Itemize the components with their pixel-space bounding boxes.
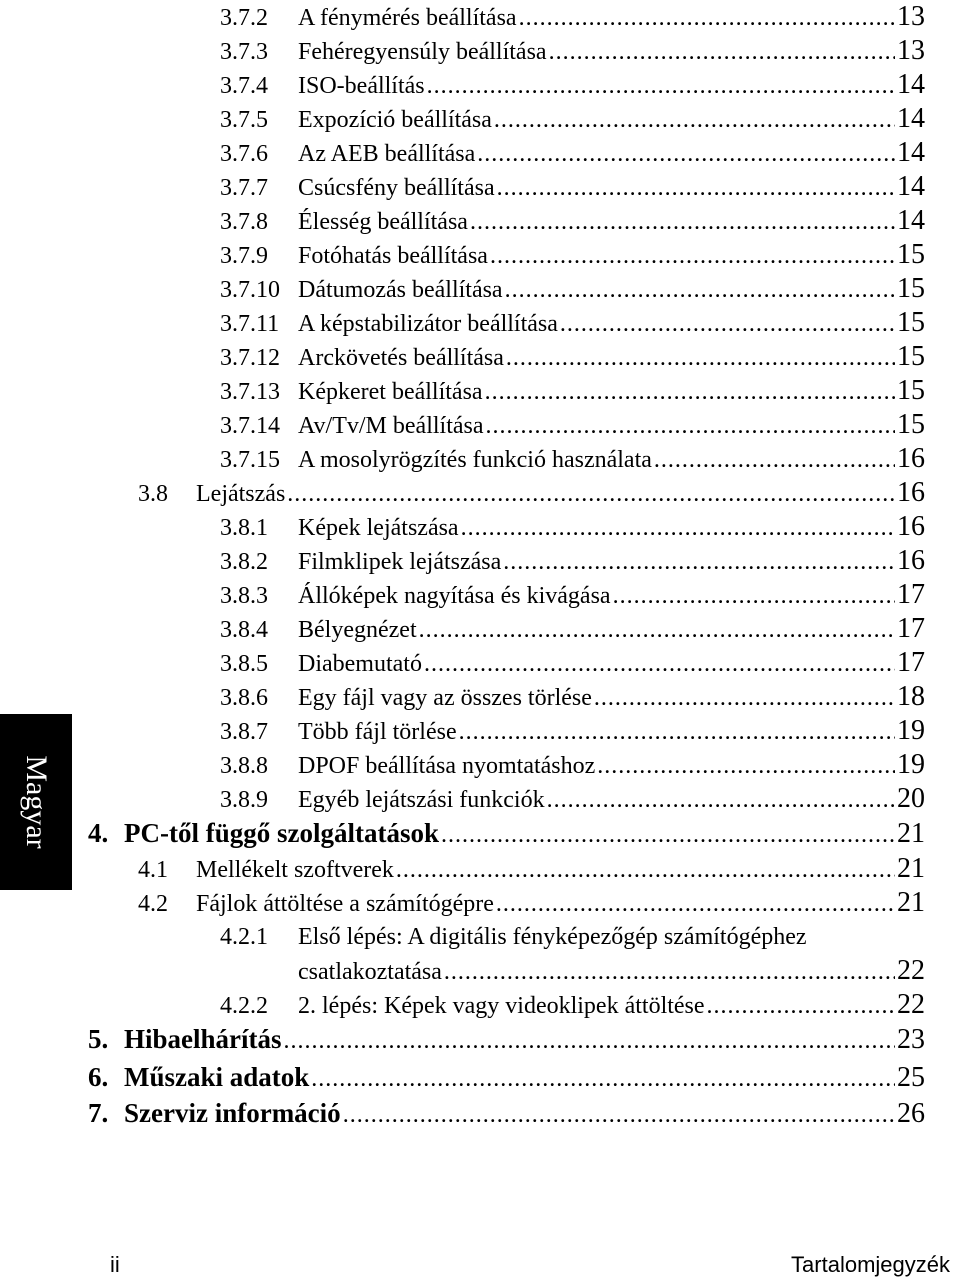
toc-entry[interactable]: csatlakoztatása ..... 22	[220, 956, 925, 987]
toc-entry[interactable]: 3.8.9 Egyéb lejátszási funkciók ..... 20	[220, 784, 925, 815]
language-label: Magyar	[20, 755, 53, 849]
toc-entry[interactable]: 4.1 Mellékelt szoftverek ..... 21	[138, 854, 925, 885]
toc-entry[interactable]: 3.8.1 Képek lejátszása ..... 16	[220, 512, 925, 543]
page-number: ii	[110, 1252, 120, 1277]
toc-entry[interactable]: 3.8.7 Több fájl törlése ..... 19	[220, 716, 925, 747]
toc-entry[interactable]: 3.7.3 Fehéregyensúly beállítása ..... 13	[220, 36, 925, 67]
toc-entry[interactable]: 3.8.2 Filmklipek lejátszása ..... 16	[220, 546, 925, 577]
toc-entry-line[interactable]: 4.2.1 Első lépés: A digitális fényképezőgép számítógéphez	[220, 924, 807, 950]
toc-entry[interactable]: 3.7.15 A mosolyrögzítés funkció használata ..... 16	[220, 444, 925, 475]
section-title-footer: Tartalomjegyzék	[791, 1252, 950, 1277]
toc-entry[interactable]: 3.7.14 Av/Tv/M beállítása ..... 15	[220, 410, 925, 441]
toc-entry[interactable]: 3.7.12 Arckövetés beállítása ..... 15	[220, 342, 925, 373]
toc-entry[interactable]: 3.8.6 Egy fájl vagy az összes törlése ..... 18	[220, 682, 925, 713]
toc-entry[interactable]: 3.8.3 Állóképek nagyítása és kivágása ..... 17	[220, 580, 925, 611]
toc-entry[interactable]: 4.2 Fájlok áttöltése a számítógépre ..... 21	[138, 888, 925, 919]
toc-entry[interactable]: 3.8.4 Bélyegnézet ..... 17	[220, 614, 925, 645]
toc-entry[interactable]: 5. Hibaelhárítás ..... 23	[88, 1024, 925, 1056]
toc-entry[interactable]: 3.8 Lejátszás ..... 16	[138, 478, 925, 509]
toc-entry[interactable]: 3.7.9 Fotóhatás beállítása ..... 15	[220, 240, 925, 271]
toc-entry[interactable]: 3.7.10 Dátumozás beállítása ..... 15	[220, 274, 925, 305]
toc-entry[interactable]: 7. Szerviz információ ..... 26	[88, 1098, 925, 1130]
toc-entry[interactable]: 3.7.5 Expozíció beállítása ..... 14	[220, 104, 925, 135]
toc-entry[interactable]: 3.7.6 Az AEB beállítása ..... 14	[220, 138, 925, 169]
toc-entry[interactable]: 3.7.4 ISO-beállítás ..... 14	[220, 70, 925, 101]
toc-entry[interactable]: 6. Műszaki adatok ..... 25	[88, 1062, 925, 1094]
toc-entry[interactable]: 3.7.11 A képstabilizátor beállítása ..... 15	[220, 308, 925, 339]
toc-entry[interactable]: 3.8.5 Diabemutató ..... 17	[220, 648, 925, 679]
toc-entry[interactable]: 3.8.8 DPOF beállítása nyomtatáshoz ..... 19	[220, 750, 925, 781]
toc-entry[interactable]: 3.7.7 Csúcsfény beállítása ..... 14	[220, 172, 925, 203]
toc-entry[interactable]: 4.2.2 2. lépés: Képek vagy videoklipek áttöltése ..... 22	[220, 990, 925, 1021]
toc-entry[interactable]: 3.7.8 Élesség beállítása ..... 14	[220, 206, 925, 237]
toc-entry[interactable]: 4. PC-től függő szolgáltatások ..... 21	[88, 818, 925, 850]
language-side-tab	[0, 714, 72, 890]
toc-entry[interactable]: 3.7.2 A fénymérés beállítása ..... 13	[220, 2, 925, 33]
toc-entry[interactable]: 3.7.13 Képkeret beállítása ..... 15	[220, 376, 925, 407]
